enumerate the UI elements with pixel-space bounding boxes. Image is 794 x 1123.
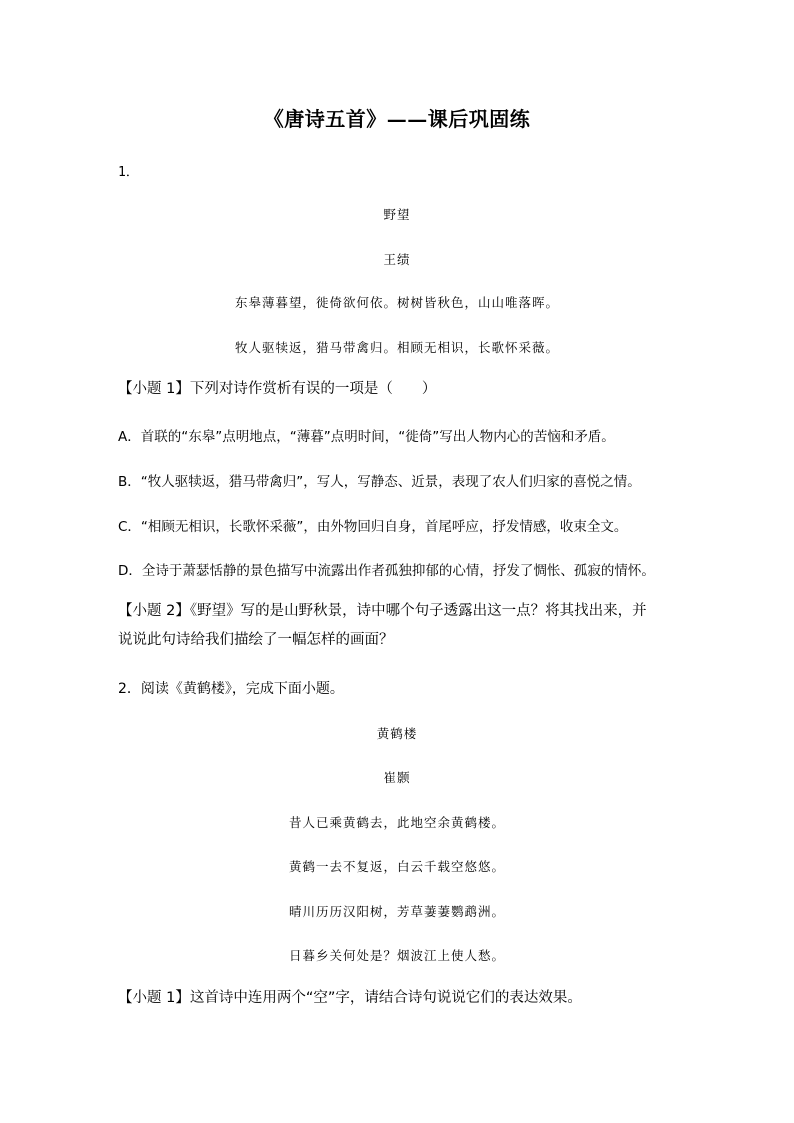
question-2-intro [118,675,678,704]
question-2-intro-text: 阅读《黄鹤楼》，完成下面小题。 [140,681,344,697]
poem-2-line-1: 昔人已乘黄鹤去，此地空余黄鹤楼。 [288,815,505,830]
question-2-number: 2． [118,681,141,697]
poem-2-line-2: 黄鹤一去不复返，白云千载空悠悠。 [288,859,505,874]
poem-2-author: 崔颢 [383,770,411,785]
poem-2-line-3: 晴川历历汉阳树，芳草萋萋鹦鹉洲。 [288,904,505,919]
question-1-sub-2-stem: 【小题 2】《野望》写的是山野秋景，诗中哪个句子透露出这一点？将其找出来，并说说此句诗给我们描绘了一幅怎样的画面？ [118,603,647,648]
question-1-sub-1-stem: 【小题 1】下列对诗作赏析有误的一项是（ ） [118,381,437,397]
poem-1-author: 王绩 [383,252,411,267]
poem-1-title: 野望 [383,207,411,222]
document-title: 《唐诗五首》——课后巩固练 [263,107,531,131]
poem-1-line-2: 牧人驱犊返，猎马带禽归。相顾无相识，长歌怀采薇。 [234,340,559,355]
question-1-option-b: B．“牧人驱犊返，猎马带禽归”，写人，写静态、近景，表现了农人们归家的喜悦之情。 [118,474,641,490]
question-1-option-c: C．“相顾无相识，长歌怀采薇”，由外物回归自身，首尾呼应，抒发情感，收束全文。 [118,519,628,535]
question-1-number: 1． [118,165,139,180]
question-1-option-a: A．首联的“东皋”点明地点，“薄暮”点明时间，“徙倚”写出人物内心的苦恼和矛盾。 [118,429,615,445]
poem-2-title: 黄鹤楼 [376,726,418,741]
question-1-option-d: D．全诗于萧瑟恬静的景色描写中流露出作者孤独抑郁的心情，抒发了惆怅、孤寂的情怀。 [118,563,655,579]
poem-2-line-4: 日暮乡关何处是？烟波江上使人愁。 [288,948,505,963]
poem-1-line-1: 东皋薄暮望，徙倚欲何依。树树皆秋色，山山唯落晖。 [234,295,559,310]
question-2-sub-1-stem: 【小题 1】这首诗中连用两个“空”字，请结合诗句说说它们的表达效果。 [118,990,582,1006]
